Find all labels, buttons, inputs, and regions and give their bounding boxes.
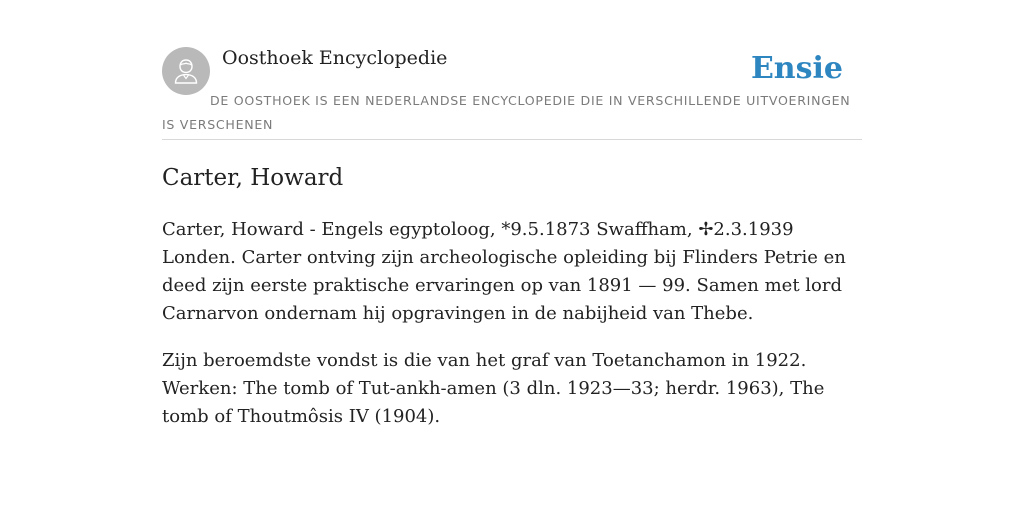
article-paragraph-1: Carter, Howard - Engels egyptoloog, *9.5.1873 Swaffham, ✢2.3.1939 Londen. Carter ontving zijn archeologische opleiding bij Flinders Petrie en deed zijn eerste praktische ervaringen op van 1891 — 99. Samen met lord Carnarvon ondernam hij opgravingen in de nabijheid van Thebe. [162, 219, 846, 324]
avatar[interactable] [162, 47, 210, 95]
brand-logo[interactable]: Ensie [750, 51, 843, 86]
page-container [162, 0, 862, 427]
article-title: Carter, Howard [162, 165, 344, 191]
user-icon [171, 56, 201, 86]
source-header [162, 0, 862, 140]
article-paragraph-2: Zijn beroemdste vondst is die van het graf van Toetanchamon in 1922. Werken: The tomb of Tut-ankh-amen (3 dln. 1923—33; herdr. 1963), The tomb of Thoutmôsis IV (1904). [162, 350, 825, 427]
article-body [162, 216, 862, 450]
source-description: DE OOSTHOEK IS EEN NEDERLANDSE ENCYCLOPEDIE DIE IN VERSCHILLENDE UITVOERINGEN IS VERSCHENEN [162, 93, 851, 132]
source-title-link[interactable]: Oosthoek Encyclopedie [222, 47, 448, 69]
